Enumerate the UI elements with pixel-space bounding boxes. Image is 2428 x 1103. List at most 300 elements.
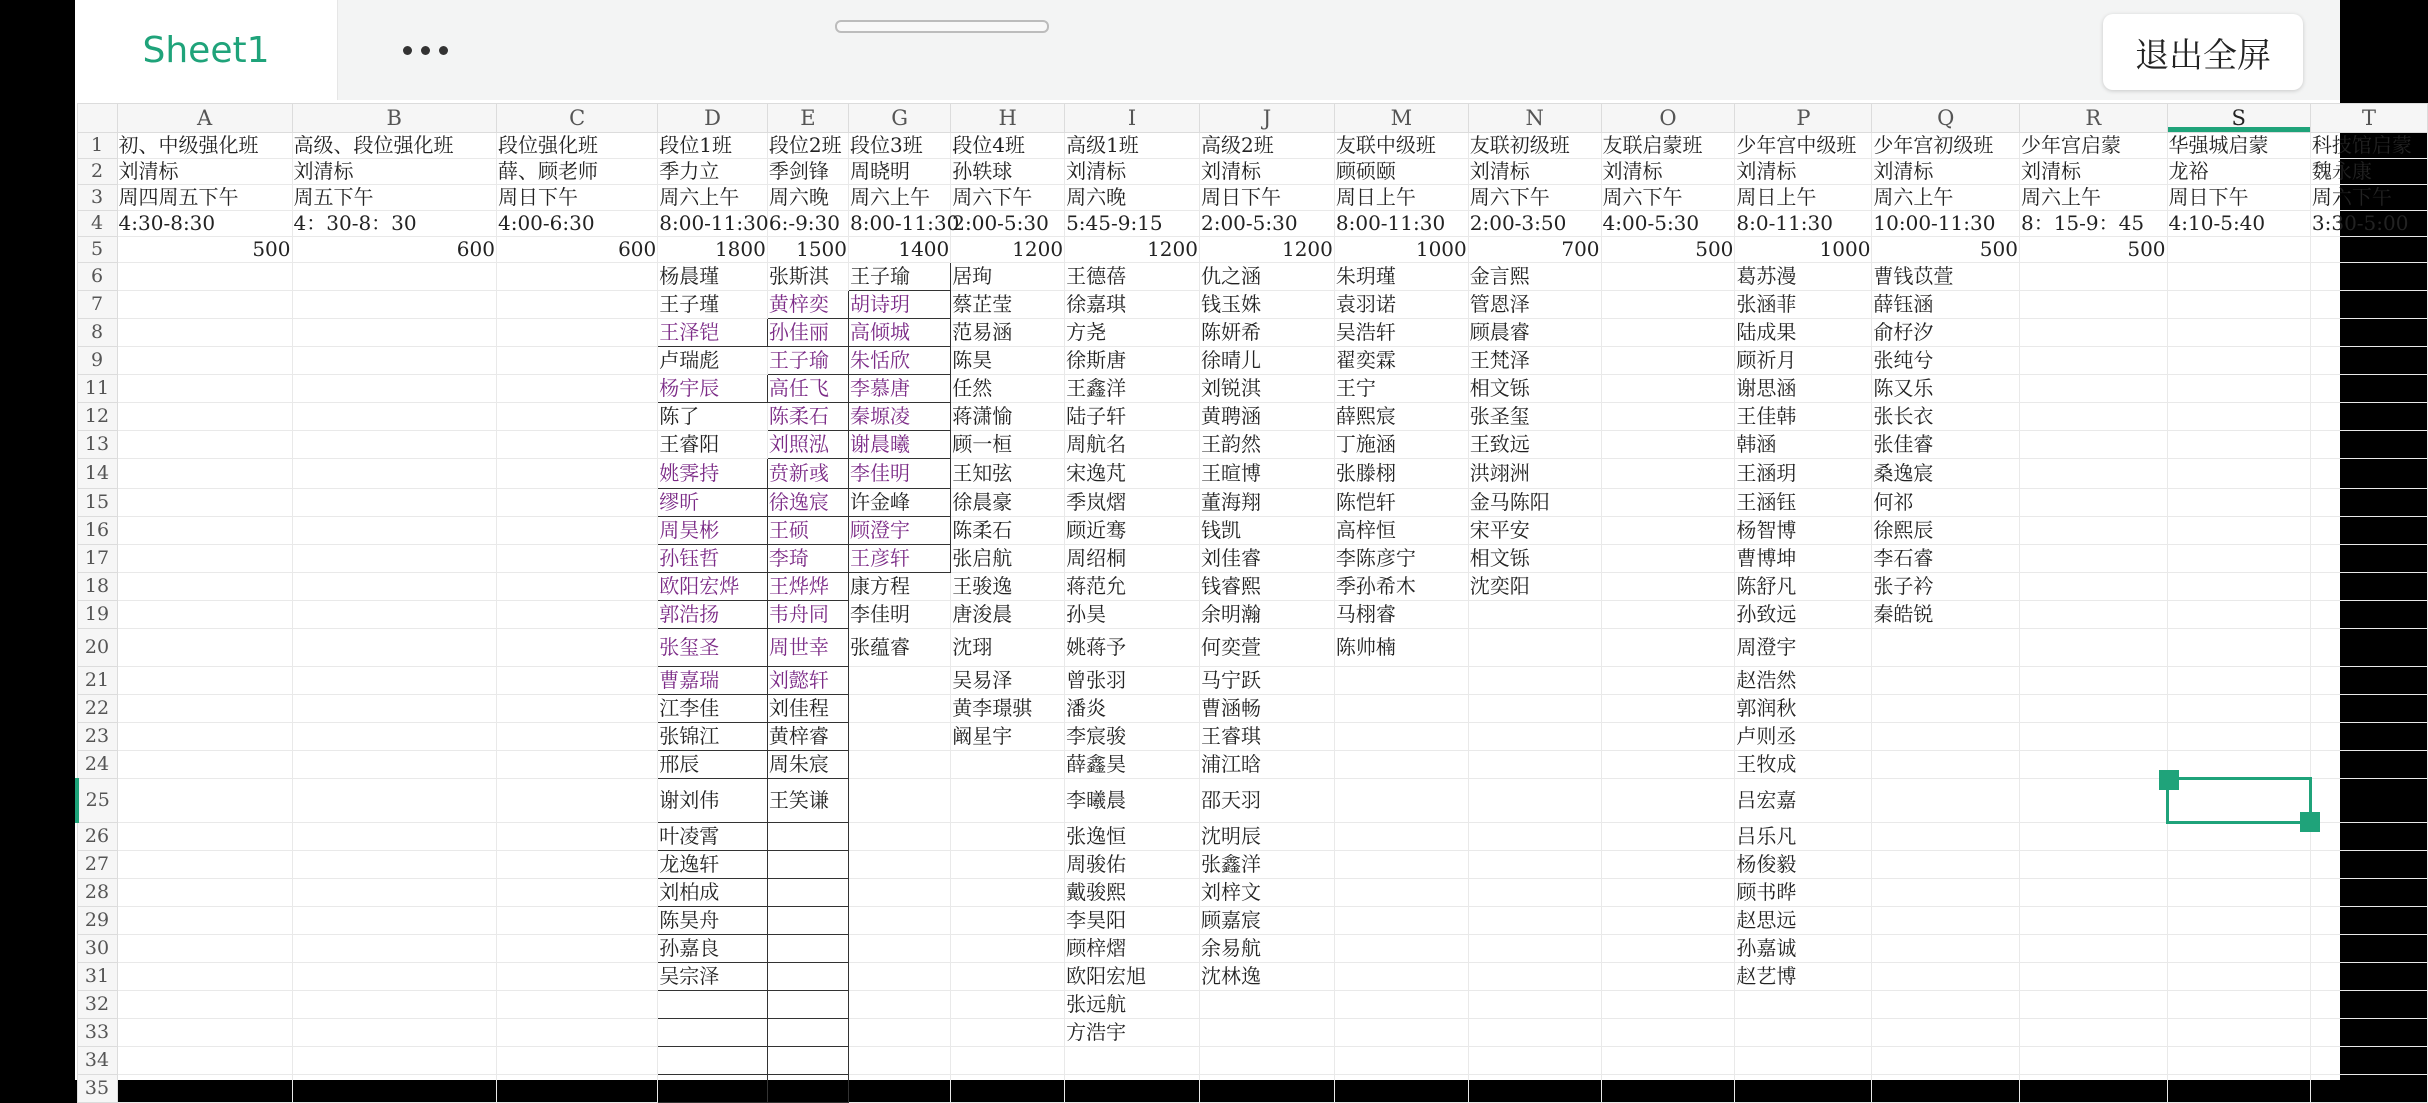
cell[interactable]: 钱玉姝 [1199,291,1334,319]
cell[interactable] [292,751,496,779]
cell[interactable]: 方尧 [1065,319,1200,347]
cell[interactable]: 李昊阳 [1065,907,1200,935]
cell[interactable]: 许金峰 [849,489,951,517]
cell[interactable]: 金马陈阳 [1468,489,1601,517]
cell[interactable] [849,991,951,1019]
cell[interactable]: 李琦 [767,545,848,573]
cell[interactable] [2310,431,2427,459]
column-header-p[interactable]: P [1735,104,1872,133]
cell[interactable] [2310,779,2427,823]
cell[interactable] [2167,963,2310,991]
cell[interactable] [292,823,496,851]
cell[interactable]: 薛、顾老师 [496,159,657,185]
cell[interactable] [849,1019,951,1047]
cell[interactable]: 相文铄 [1468,375,1601,403]
sheet-grid-area[interactable] [75,103,2412,1099]
row-header[interactable]: 32 [77,991,117,1019]
cell[interactable]: 魏永康 [2310,159,2427,185]
cell[interactable]: 秦塬凌 [849,403,951,431]
cell[interactable]: 10:00-11:30 [1872,211,2020,237]
cell[interactable] [2019,879,2167,907]
cell[interactable] [1601,291,1735,319]
cell[interactable]: 王子瑜 [849,263,951,291]
cell[interactable] [117,667,292,695]
cell[interactable]: 徐斯唐 [1065,347,1200,375]
cell[interactable] [117,1075,292,1103]
cell[interactable] [2019,779,2167,823]
cell[interactable]: 黄聘涵 [1199,403,1334,431]
cell[interactable] [496,779,657,823]
cell[interactable] [1872,823,2020,851]
cell[interactable]: 周澄宇 [1735,629,1872,667]
cell[interactable]: 王睿阳 [658,431,768,459]
cell[interactable] [1468,667,1601,695]
cell[interactable]: 阚星宇 [951,723,1065,751]
cell[interactable] [496,723,657,751]
cell[interactable]: 周六晚 [1065,185,1200,211]
cell[interactable]: 4:10-5:40 [2167,211,2310,237]
cell[interactable] [2167,1047,2310,1075]
cell[interactable] [496,963,657,991]
row-header[interactable]: 31 [77,963,117,991]
cell[interactable]: 邵天羽 [1199,779,1334,823]
cell[interactable] [2167,935,2310,963]
cell[interactable] [2019,991,2167,1019]
cell[interactable]: 张长衣 [1872,403,2020,431]
cell[interactable]: 陈妍希 [1199,319,1334,347]
cell[interactable]: 黄梓奕 [767,291,848,319]
cell[interactable] [2167,403,2310,431]
cell[interactable]: 曹嘉瑞 [658,667,768,695]
column-header-n[interactable]: N [1468,104,1601,133]
cell[interactable]: 周六上午 [658,185,768,211]
cell[interactable]: 顾晨睿 [1468,319,1601,347]
cell[interactable] [2310,517,2427,545]
cell[interactable] [2019,935,2167,963]
cell[interactable] [1199,1019,1334,1047]
cell[interactable] [496,545,657,573]
cell[interactable]: 1200 [1065,237,1200,263]
cell[interactable] [2167,347,2310,375]
cell[interactable]: 陈昊 [951,347,1065,375]
cell[interactable]: 王硕 [767,517,848,545]
cell[interactable] [2310,263,2427,291]
cell[interactable]: 陈恺轩 [1334,489,1468,517]
row-header[interactable]: 24 [77,751,117,779]
cell[interactable] [117,263,292,291]
cell[interactable]: 周日上午 [1735,185,1872,211]
cell[interactable] [1601,991,1735,1019]
cell[interactable] [1334,935,1468,963]
cell[interactable]: 陈柔石 [767,403,848,431]
cell[interactable] [1334,751,1468,779]
cell[interactable]: 5:45-9:15 [1065,211,1200,237]
cell[interactable] [117,573,292,601]
row-header[interactable]: 2 [77,159,117,185]
row-header[interactable]: 33 [77,1019,117,1047]
cell[interactable]: 1000 [1334,237,1468,263]
cell[interactable] [951,751,1065,779]
column-header-m[interactable]: M [1334,104,1468,133]
cell[interactable] [767,991,848,1019]
cell[interactable]: 初、中级强化班 [117,133,292,159]
cell[interactable]: 顾嘉宸 [1199,907,1334,935]
cell[interactable] [1601,935,1735,963]
cell[interactable]: 赵艺博 [1735,963,1872,991]
cell[interactable] [1872,1047,2020,1075]
cell[interactable]: 周日下午 [2167,185,2310,211]
cell[interactable]: 段位2班 [767,133,848,159]
cell[interactable] [951,851,1065,879]
cell[interactable] [496,667,657,695]
cell[interactable] [2167,1075,2310,1103]
cell[interactable]: 少年宫中级班 [1735,133,1872,159]
cell[interactable] [1735,1019,1872,1047]
cell[interactable]: 周六上午 [1872,185,2020,211]
cell[interactable] [1601,779,1735,823]
cell[interactable]: 朱恬欣 [849,347,951,375]
cell[interactable] [2310,573,2427,601]
cell[interactable] [1468,629,1601,667]
cell[interactable] [2167,601,2310,629]
cell[interactable]: 陈昊舟 [658,907,768,935]
cell[interactable] [1601,489,1735,517]
row-header[interactable]: 12 [77,403,117,431]
cell[interactable]: 500 [1601,237,1735,263]
cell[interactable] [292,779,496,823]
cell[interactable]: 孙致远 [1735,601,1872,629]
cell[interactable]: 孙嘉诚 [1735,935,1872,963]
cell[interactable]: 马宁跃 [1199,667,1334,695]
cell[interactable] [2167,431,2310,459]
cell[interactable] [117,431,292,459]
cell[interactable] [1601,907,1735,935]
cell[interactable] [951,1047,1065,1075]
cell[interactable]: 孙佳丽 [767,319,848,347]
cell[interactable] [1872,935,2020,963]
cell[interactable] [292,723,496,751]
cell[interactable] [2167,751,2310,779]
cell[interactable] [1468,695,1601,723]
cell[interactable] [1601,459,1735,489]
cell[interactable] [1601,517,1735,545]
cell[interactable] [1872,629,2020,667]
cell[interactable]: 李宸骏 [1065,723,1200,751]
row-header[interactable]: 28 [77,879,117,907]
cell[interactable]: 桑逸宸 [1872,459,2020,489]
cell[interactable] [496,347,657,375]
cell[interactable] [496,403,657,431]
cell[interactable]: 刘清标 [1468,159,1601,185]
cell[interactable] [2310,291,2427,319]
column-header-t[interactable]: T [2310,104,2427,133]
cell[interactable]: 贲新彧 [767,459,848,489]
cell[interactable] [2019,963,2167,991]
cell[interactable] [1872,667,2020,695]
cell[interactable]: 王子瑾 [658,291,768,319]
cell[interactable] [2019,601,2167,629]
cell[interactable] [951,879,1065,907]
cell[interactable]: 吕乐凡 [1735,823,1872,851]
cell[interactable] [117,963,292,991]
cell[interactable] [1468,935,1601,963]
cell[interactable] [849,751,951,779]
cell[interactable]: 刘梓文 [1199,879,1334,907]
cell[interactable]: 孙钰哲 [658,545,768,573]
cell[interactable]: 4:30-8:30 [117,211,292,237]
cell[interactable]: 季剑锋 [767,159,848,185]
cell[interactable] [951,963,1065,991]
cell[interactable]: 欧阳宏烨 [658,573,768,601]
cell[interactable] [2167,573,2310,601]
cell[interactable]: 刘锐淇 [1199,375,1334,403]
cell[interactable] [2167,545,2310,573]
cell[interactable] [849,879,951,907]
cell[interactable]: 杨晨瑾 [658,263,768,291]
cell[interactable] [117,823,292,851]
cell[interactable]: 郭润秋 [1735,695,1872,723]
cell[interactable] [292,1075,496,1103]
cell[interactable]: 友联初级班 [1468,133,1601,159]
cell[interactable]: 季孙希木 [1334,573,1468,601]
cell[interactable] [767,907,848,935]
cell[interactable]: 宋平安 [1468,517,1601,545]
cell[interactable]: 钱睿熙 [1199,573,1334,601]
cell[interactable] [292,403,496,431]
cell[interactable]: 700 [1468,237,1601,263]
cell[interactable] [767,823,848,851]
cell[interactable] [1334,963,1468,991]
cell[interactable] [849,935,951,963]
cell[interactable]: 刘清标 [117,159,292,185]
row-header[interactable]: 22 [77,695,117,723]
cell[interactable] [2019,907,2167,935]
cell[interactable] [1601,573,1735,601]
cell[interactable] [117,489,292,517]
cell[interactable]: 孙嘉良 [658,935,768,963]
cell[interactable] [1872,779,2020,823]
cell[interactable] [1601,347,1735,375]
cell[interactable]: 戴骏熙 [1065,879,1200,907]
drag-handle[interactable] [835,20,1049,33]
cell[interactable] [292,907,496,935]
row-header[interactable]: 7 [77,291,117,319]
row-header[interactable]: 18 [77,573,117,601]
cell[interactable]: 周六晚 [767,185,848,211]
cell[interactable] [1334,1047,1468,1075]
cell[interactable] [767,935,848,963]
cell[interactable] [767,851,848,879]
cell[interactable]: 2:00-5:30 [951,211,1065,237]
cell[interactable] [292,1047,496,1075]
cell[interactable]: 2:00-3:50 [1468,211,1601,237]
cell[interactable]: 曾张羽 [1065,667,1200,695]
cell[interactable]: 张启航 [951,545,1065,573]
cell[interactable]: 丁施涵 [1334,431,1468,459]
cell[interactable]: 卢则丞 [1735,723,1872,751]
cell[interactable] [2019,545,2167,573]
cell[interactable] [951,991,1065,1019]
cell[interactable]: 秦皓锐 [1872,601,2020,629]
column-header-j[interactable]: J [1199,104,1334,133]
cell[interactable] [496,751,657,779]
cell[interactable] [2310,403,2427,431]
cell[interactable] [496,1019,657,1047]
cell[interactable] [2019,517,2167,545]
cell[interactable] [1872,963,2020,991]
cell[interactable]: 薛鑫昊 [1065,751,1200,779]
cell[interactable]: 吕宏嘉 [1735,779,1872,823]
cell[interactable] [2019,667,2167,695]
cell[interactable]: 3:30-5:00 [2310,211,2427,237]
cell[interactable]: 张滕栩 [1334,459,1468,489]
cell[interactable]: 600 [292,237,496,263]
cell[interactable]: 8:00-11:30 [850,211,960,235]
cell[interactable]: 金言熙 [1468,263,1601,291]
cell[interactable] [2167,1019,2310,1047]
cell[interactable]: 何祁 [1872,489,2020,517]
cell[interactable] [292,573,496,601]
cell[interactable]: 缪昕 [658,489,768,517]
cell[interactable] [117,517,292,545]
row-header[interactable]: 27 [77,851,117,879]
cell[interactable] [496,489,657,517]
cell[interactable]: 4:00-6:30 [496,211,657,237]
cell[interactable] [117,375,292,403]
cell[interactable] [767,879,848,907]
cell[interactable] [2310,601,2427,629]
cell[interactable]: 黄梓睿 [767,723,848,751]
cell[interactable]: 王德蓓 [1065,263,1200,291]
cell[interactable] [117,403,292,431]
cell[interactable] [658,1019,768,1047]
cell[interactable] [1872,723,2020,751]
cell[interactable]: 1400 [849,237,951,263]
cell[interactable]: 周四周五下午 [117,185,292,211]
cell[interactable] [2019,851,2167,879]
cell[interactable] [496,1075,657,1103]
cell[interactable]: 王烨烨 [767,573,848,601]
column-header-q[interactable]: Q [1872,104,2020,133]
row-header[interactable]: 1 [77,133,117,159]
cell[interactable] [292,851,496,879]
column-header-o[interactable]: O [1601,104,1735,133]
cell[interactable] [1334,1075,1468,1103]
row-header[interactable]: 14 [77,459,117,489]
cell[interactable] [2167,375,2310,403]
cell[interactable] [951,823,1065,851]
cell[interactable] [849,779,951,823]
cell[interactable]: 周日下午 [1199,185,1334,211]
cell[interactable] [117,779,292,823]
cell[interactable] [292,375,496,403]
cell[interactable]: 张远航 [1065,991,1200,1019]
cell[interactable] [1334,723,1468,751]
cell[interactable] [117,545,292,573]
cell[interactable] [1601,851,1735,879]
cell[interactable] [1468,751,1601,779]
cell[interactable]: 蔡芷莹 [951,291,1065,319]
cell[interactable] [2310,1019,2427,1047]
cell[interactable] [117,935,292,963]
cell[interactable] [2019,1075,2167,1103]
cell[interactable]: 陈舒凡 [1735,573,1872,601]
cell[interactable]: 刘清标 [1199,159,1334,185]
cell[interactable] [2310,935,2427,963]
cell[interactable] [658,1047,768,1075]
cell[interactable] [1872,907,2020,935]
cell[interactable]: 高梓恒 [1334,517,1468,545]
sheet-tab[interactable] [75,0,338,100]
cell[interactable]: 友联启蒙班 [1601,133,1735,159]
row-header[interactable]: 4 [77,211,117,237]
cell[interactable] [2310,375,2427,403]
cell[interactable] [2019,1019,2167,1047]
cell[interactable]: 吴浩轩 [1334,319,1468,347]
cell[interactable]: 600 [496,237,657,263]
row-header[interactable]: 17 [77,545,117,573]
cell[interactable] [2019,319,2167,347]
cell[interactable] [1872,1075,2020,1103]
cell[interactable]: 郭浩扬 [658,601,768,629]
cell[interactable]: 王睿琪 [1199,723,1334,751]
cell[interactable]: 8：15-9：45 [2019,211,2167,237]
cell[interactable]: 薛熙宸 [1334,403,1468,431]
cell[interactable] [1601,319,1735,347]
cell[interactable] [117,879,292,907]
cell[interactable] [1735,1075,1872,1103]
cell[interactable] [1601,629,1735,667]
cell[interactable]: 少年宫初级班 [1872,133,2020,159]
column-header-r[interactable]: R [2019,104,2167,133]
cell[interactable] [1872,695,2020,723]
cell[interactable] [117,907,292,935]
cell[interactable]: 董海翔 [1199,489,1334,517]
cell[interactable]: 孙昊 [1065,601,1200,629]
more-options-icon[interactable] [375,26,475,74]
cell[interactable]: 龙裕 [2167,159,2310,185]
cell[interactable]: 吴易泽 [951,667,1065,695]
cell[interactable]: 李佳明 [849,601,951,629]
cell[interactable]: 杨俊毅 [1735,851,1872,879]
cell[interactable] [2019,629,2167,667]
cell[interactable] [117,601,292,629]
row-header[interactable]: 5 [77,237,117,263]
cell[interactable]: 孙轶球 [951,159,1065,185]
cell[interactable]: 周六上午 [849,185,951,211]
cell[interactable]: 8:00-11:30 [1334,211,1468,237]
cell[interactable]: 华强城启蒙 [2167,133,2310,159]
cell[interactable]: 黄李璟骐 [951,695,1065,723]
cell[interactable]: 沈林逸 [1199,963,1334,991]
cell[interactable]: 谢刘伟 [658,779,768,823]
cell[interactable]: 刘照泓 [767,431,848,459]
cell[interactable] [2310,963,2427,991]
cell[interactable]: 王涵玥 [1735,459,1872,489]
cell[interactable] [1601,375,1735,403]
cell[interactable]: 卢瑞彪 [658,347,768,375]
cell[interactable]: 季岚熠 [1065,489,1200,517]
cell[interactable] [1468,823,1601,851]
cell[interactable] [1601,823,1735,851]
cell[interactable]: 赵思远 [1735,907,1872,935]
cell[interactable]: 刘佳程 [767,695,848,723]
cell[interactable] [2019,263,2167,291]
cell[interactable]: 徐熙辰 [1872,517,2020,545]
cell[interactable] [496,431,657,459]
cell[interactable] [849,667,951,695]
cell[interactable]: 陈又乐 [1872,375,2020,403]
